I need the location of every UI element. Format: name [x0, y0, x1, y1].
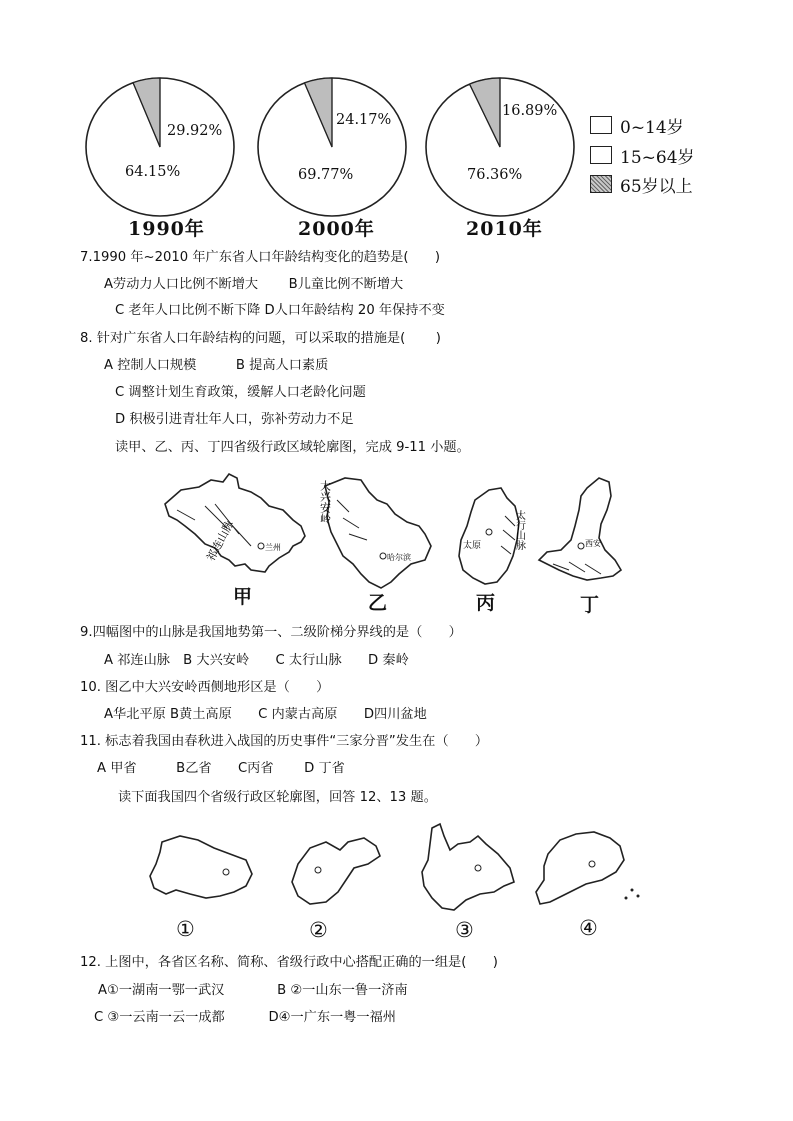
q9-stem: 9.四幅图中的山脉是我国地势第一、二级阶梯分界线的是（ ）: [80, 625, 462, 640]
pie-2000-year: 2000年: [298, 218, 375, 240]
legend-item-elderly: [590, 173, 693, 195]
pie-2010-svg: [424, 76, 576, 218]
pie-1990-year: 1990年: [128, 218, 205, 240]
map-name-taihang: 太行山脉: [513, 510, 525, 550]
pie-chart-2000: [256, 76, 408, 222]
map-name-haerbin: 哈尔滨: [387, 553, 411, 562]
map-label-bing: 丙: [476, 592, 496, 614]
q8-option-c: C 调整计划生育政策，缓解人口老龄化问题: [115, 385, 366, 400]
q7-stem: 7.1990 年~2010 年广东省人口年龄结构变化的趋势是( ): [80, 250, 440, 265]
map-num-4: ④: [579, 916, 598, 940]
pie-2000-svg: [256, 76, 408, 218]
map-name-qilian: 祁连山脉: [204, 518, 237, 564]
q8-options-ab: A 控制人口规模 B 提高人口素质: [104, 358, 329, 373]
map-name-lanzhou: 兰州: [265, 543, 281, 552]
pie-1990-working-label: 64.15%: [125, 164, 181, 180]
map-yi-outline: [325, 478, 431, 588]
q12-stem: 12. 上图中，各省区名称、简称、省级行政中心搭配正确的一组是( ): [80, 955, 498, 970]
pie-2010-year: 2010年: [466, 218, 543, 240]
island-dot: [631, 889, 634, 892]
q12-options-cd: C ③一云南一云一成都 D④一广东一粤一福州: [94, 1010, 396, 1025]
province-maps-row1: [155, 470, 635, 610]
map-label-ding: 丁: [580, 594, 600, 616]
q11-stem: 11. 标志着我国由春秋进入战国的历史事件“三家分晋”发生在（ ）: [80, 734, 489, 749]
q9-options: A 祁连山脉 B 大兴安岭 C 太行山脉 D 秦岭: [104, 653, 409, 668]
q10-stem: 10. 图乙中大兴安岭西侧地形区是（ ）: [80, 680, 330, 695]
q7-options-cd: C 老年人口比例不断下降 D人口年龄结构 20 年保持不变: [115, 303, 445, 318]
legend-label: 0~14岁: [620, 117, 684, 138]
legend-swatch-hatched: [590, 175, 612, 193]
island-dot: [637, 895, 640, 898]
map-name-taiyuan: 太原: [463, 541, 482, 551]
legend-item-youth: [590, 114, 684, 136]
q7-options-ab: A劳动力人口比例不断增大 B儿童比例不断增大: [104, 277, 404, 292]
map-3-outline: [422, 824, 514, 910]
q8-option-d: D 积极引进青壮年人口，弥补劳动力不足: [115, 412, 354, 427]
pie-2000-youth-label: 24.17%: [336, 112, 392, 128]
pie-1990-svg: [84, 76, 236, 218]
pie-2000-working-label: 69.77%: [298, 167, 354, 183]
legend-label: 15~64岁: [620, 147, 695, 168]
legend-swatch-white: [590, 116, 612, 134]
intro-maps-12-13: 读下面我国四个省级行政区轮廓图，回答 12、13 题。: [118, 790, 437, 805]
island-dot: [625, 897, 628, 900]
province-maps-row2: [140, 820, 660, 920]
map-name-xian: 西安: [585, 539, 601, 548]
q12-options-ab: A①一湖南一鄂一武汉 B ②一山东一鲁一济南: [98, 983, 408, 998]
q11-options: A 甲省 B乙省 C丙省 D 丁省: [97, 761, 345, 776]
map-num-3: ③: [455, 918, 474, 942]
pie-2010-youth-label: 16.89%: [502, 103, 558, 119]
legend-item-working: [590, 144, 695, 166]
map-num-2: ②: [309, 918, 328, 942]
pie-1990-youth-label: 29.92%: [167, 123, 223, 139]
pie-chart-1990: [84, 76, 236, 222]
map-label-yi: 乙: [368, 592, 388, 614]
legend-swatch-white: [590, 146, 612, 164]
map-name-daxinganling: 大兴安岭: [318, 480, 332, 524]
map-1-outline: [150, 836, 252, 898]
map-ding-outline: [539, 478, 621, 580]
pie-2010-working-label: 76.36%: [467, 167, 523, 183]
map-label-jia: 甲: [233, 586, 253, 608]
legend-label: 65岁以上: [620, 176, 693, 197]
q10-options: A华北平原 B黄土高原 C 内蒙古高原 D四川盆地: [104, 707, 427, 722]
map-4-outline: [536, 832, 624, 904]
map-jia-outline: [165, 474, 305, 572]
intro-maps-9-11: 读甲、乙、丙、丁四省级行政区域轮廓图，完成 9-11 小题。: [115, 440, 470, 455]
pie-chart-2010: [424, 76, 576, 222]
q8-stem: 8. 针对广东省人口年龄结构的问题，可以采取的措施是( ): [80, 331, 441, 346]
map-2-outline: [292, 838, 380, 904]
map-num-1: ①: [176, 917, 195, 941]
